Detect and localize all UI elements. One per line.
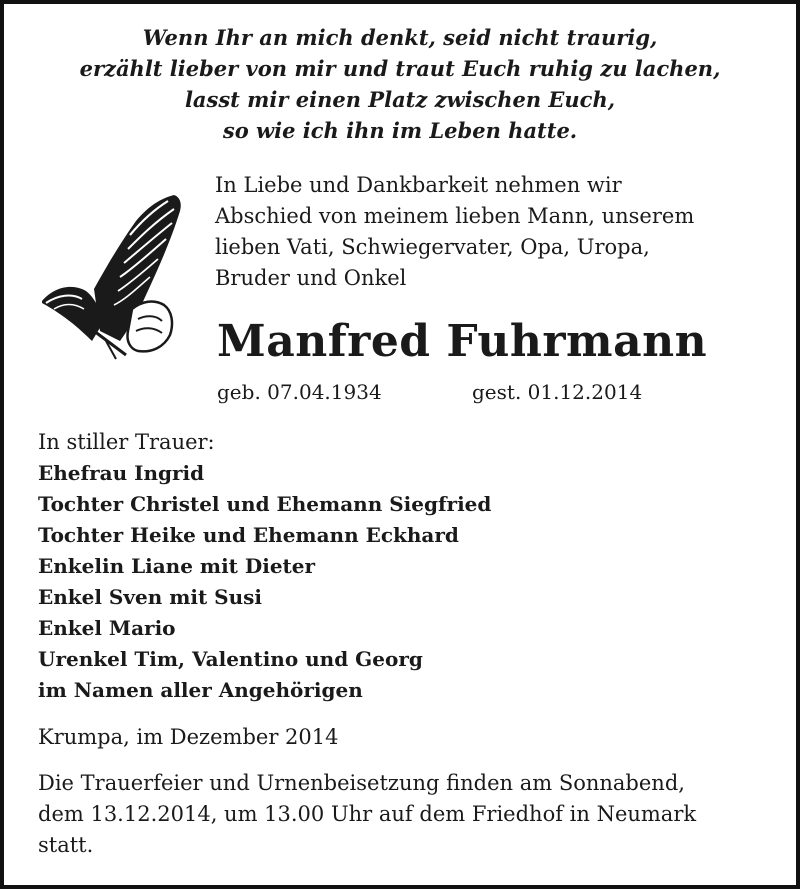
death-date: gest. 01.12.2014 <box>472 380 643 404</box>
mourner-entry: Enkel Sven mit Susi <box>38 585 263 609</box>
mourner-entry: Tochter Christel und Ehemann Siegfried <box>38 492 492 516</box>
mourner-entry: im Namen aller Angehörigen <box>38 678 363 702</box>
mourner-entry: Enkel Mario <box>38 616 176 640</box>
mourner-entry: Enkelin Liane mit Dieter <box>38 554 316 578</box>
ceremony-line: statt. <box>38 833 94 857</box>
poem-line: so wie ich ihn im Leben hatte. <box>222 118 578 143</box>
birth-date: geb. 07.04.1934 <box>217 380 382 404</box>
mourner-entry: Urenkel Tim, Valentino und Georg <box>38 647 423 671</box>
mourner-entry: Tochter Heike und Ehemann Eckhard <box>38 523 459 547</box>
poem <box>4 22 796 146</box>
ceremony-line: Die Trauerfeier und Urnenbeisetzung finden am Sonnabend, <box>38 771 685 795</box>
poem-line: erzählt lieber von mir und traut Euch ruhig zu lachen, <box>79 56 721 81</box>
mourners-heading: In stiller Trauer: <box>38 430 215 454</box>
life-dates <box>217 377 643 407</box>
place-and-date: Krumpa, im Dezember 2014 <box>38 725 339 749</box>
intro-line: Bruder und Onkel <box>215 266 407 290</box>
ceremony-line: dem 13.12.2014, um 13.00 Uhr auf dem Friedhof in Neumark <box>38 802 697 826</box>
poem-line: Wenn Ihr an mich denkt, seid nicht traurig, <box>142 25 658 50</box>
mourner-entry: Ehefrau Ingrid <box>38 461 205 485</box>
farewell-intro <box>215 170 785 294</box>
intro-line: In Liebe und Dankbarkeit nehmen wir <box>215 173 622 197</box>
mourners-list <box>38 427 491 706</box>
intro-line: lieben Vati, Schwiegervater, Opa, Uropa, <box>215 235 650 259</box>
intro-line: Abschied von meinem lieben Mann, unserem <box>215 204 695 228</box>
ceremony-info <box>38 768 696 861</box>
praying-hands-icon <box>34 191 184 361</box>
poem-line: lasst mir einen Platz zwischen Euch, <box>184 87 616 112</box>
deceased-name: Manfred Fuhrmann <box>217 316 708 367</box>
